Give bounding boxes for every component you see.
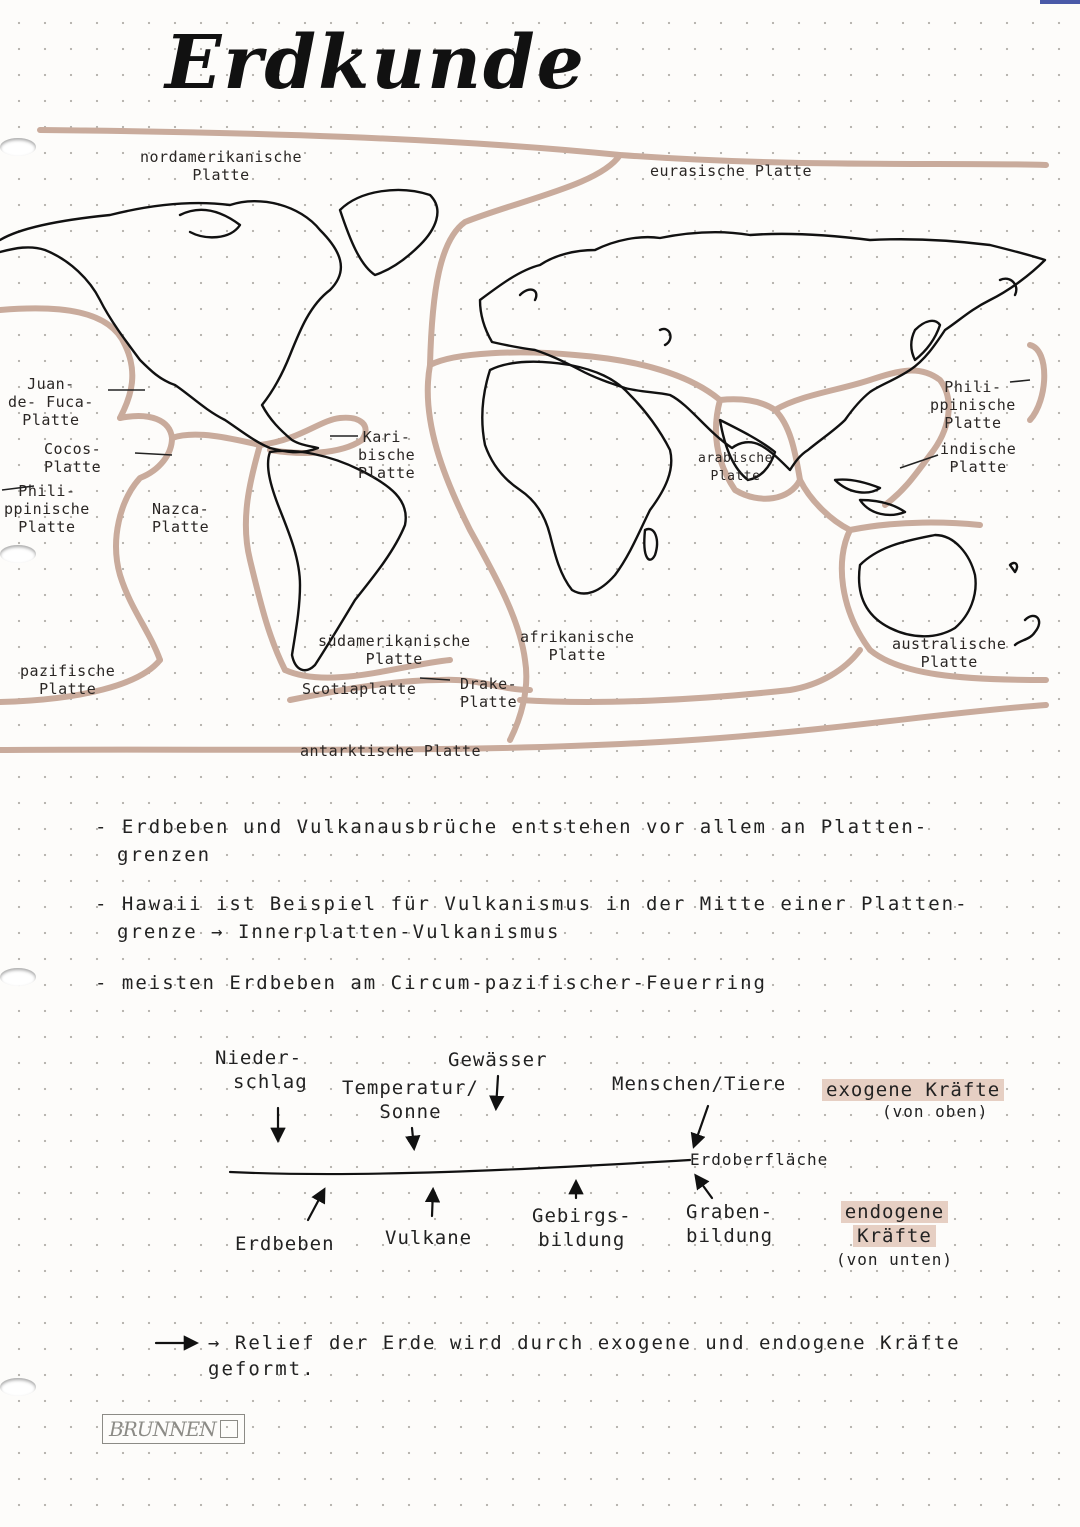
- diagram-vulkane: Vulkane: [385, 1227, 473, 1249]
- binder-hole: [0, 1378, 36, 1396]
- label-antarktische-platte: antarktische Platte: [300, 742, 482, 760]
- label-australische-platte: australische Platte: [892, 635, 1007, 671]
- diagram-temperatur: Temperatur/ Sonne: [342, 1077, 479, 1123]
- label-philippinische-platte-left: Phili- ppinische Platte: [4, 482, 90, 536]
- page-title: Erdkunde: [165, 20, 586, 106]
- label-indische-platte: indische Platte: [940, 440, 1017, 476]
- diagram-erdoberflaeche: Erdoberfläche: [690, 1150, 829, 1169]
- diagram-menschen-tiere: Menschen/Tiere: [612, 1073, 787, 1095]
- diagram-exogen-sub: (von oben): [882, 1102, 989, 1121]
- earth-surface-line: [230, 1160, 690, 1174]
- diagram-exogene-kraefte: exogene Kräfte: [822, 1078, 1004, 1102]
- continent-outlines: [0, 190, 1045, 670]
- label-nazca-platte: Nazca- Platte: [152, 500, 210, 536]
- binder-hole: [0, 968, 36, 986]
- diagram-endogene-kraefte: endogene Kräfte (von unten): [836, 1201, 953, 1269]
- diagram-gewaesser: Gewässer: [448, 1049, 548, 1071]
- label-arabische-platte: arabische Platte: [698, 451, 773, 484]
- label-scotiaplatte: Scotiaplatte: [302, 680, 417, 698]
- label-afrikanische-platte: afrikanische Platte: [520, 628, 635, 664]
- label-karibische-platte: Kari- bische Platte: [358, 428, 416, 482]
- label-eurasische-platte: eurasische Platte: [650, 162, 813, 180]
- label-juan-de-fuca-platte: Juan- de- Fuca- Platte: [8, 375, 94, 429]
- label-drake-platte: Drake- Platte: [460, 675, 518, 711]
- diagram-niederschlag: Nieder- schlag: [215, 1047, 308, 1093]
- note-2: - Hawaii ist Beispiel für Vulkanismus in der Mitte einer Platten- grenze → Innerplatten-Vulkanismus: [95, 893, 969, 943]
- diagram-gebirgsbildung: Gebirgs- bildung: [532, 1205, 632, 1251]
- brunnen-logo: BRUNNEN: [102, 1414, 245, 1444]
- note-3: - meisten Erdbeben am Circum-pazifischer-Feuerring: [95, 972, 767, 994]
- label-nordamerikanische-platte: nordamerikanische Platte: [140, 148, 303, 184]
- label-suedamerikanische-platte: südamerikanische Platte: [318, 632, 471, 668]
- diagram-grabenbildung: Graben- bildung: [686, 1201, 774, 1247]
- note-1: - Erdbeben und Vulkanausbrüche entstehen vor allem an Platten- grenzen: [95, 816, 929, 866]
- diagram-erdbeben: Erdbeben: [235, 1233, 335, 1255]
- label-pazifische-platte: pazifische Platte: [20, 662, 116, 698]
- label-cocos-platte: Cocos- Platte: [44, 440, 102, 476]
- label-philippinische-platte-right: Phili- ppinische Platte: [930, 378, 1016, 432]
- conclusion: → Relief der Erde wird durch exogene und endogene Kräfte geformt.: [208, 1332, 961, 1380]
